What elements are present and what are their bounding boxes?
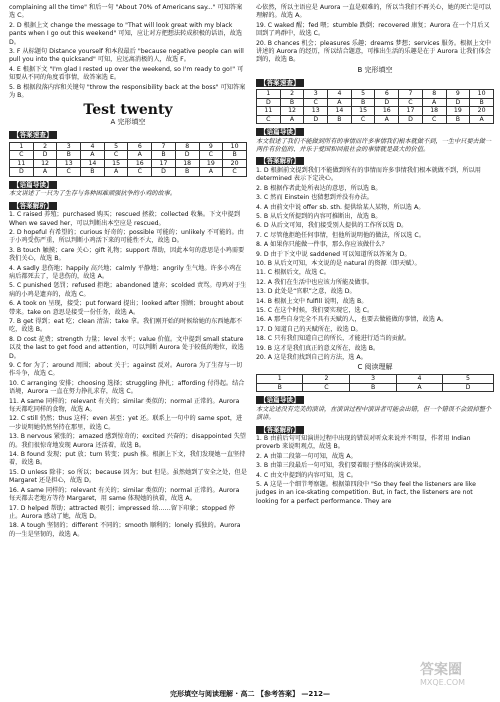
- analysis-header: 【答案解析】: [9, 202, 57, 210]
- table-cell: 18: [175, 159, 199, 168]
- table-cell: B: [328, 115, 352, 124]
- list-item: 2. B 根据作者此处所表达的意思，所以选 B。: [256, 184, 382, 192]
- list-item: 20. B chances 机会；pleasures 乐趣；dreams 梦想；services 服务。根据上文中讲述的 Aurora 的经历，所以结合题意，可推出生活的乐趣是在于 Aurora 让我们体会到的，故选 B。: [256, 39, 491, 64]
- list-item: 17. D 知道自己的天赋所在，故选 D。: [256, 325, 362, 333]
- table-cell: C: [57, 168, 81, 177]
- list-item: 8. D cost 花费；strength 力量；level 水平；value 价值。文中提到 small stature 以及 the last to get food and attention，可以判断 Aurora 处于较低的地位，故选 D。: [9, 335, 244, 360]
- list-item: 11. C 根据后文，故选 C。: [256, 269, 330, 277]
- table-cell: C: [399, 98, 423, 107]
- table-cell: 2: [280, 90, 304, 99]
- table-cell: D: [443, 383, 494, 392]
- list-item: 18. C 只有我们知道自己的所长，才能进行适当的贡献。: [256, 335, 411, 343]
- list-item: 1. B 由前后句可知演讲过程中出现的错误对听众来说并不明显，作者用 Indian proverb 来说明观点，故选 B。: [256, 435, 471, 451]
- page-footer: 完形填空与阅读理解 · 高二 【参考答案】 —212—: [169, 690, 331, 698]
- table-cell: 2: [303, 375, 350, 384]
- table-cell: 17: [399, 107, 423, 116]
- para: 2. D 根据上文 change the message to "That will look great with my black pants when I go out this weekend" 可知，应让对方把想法转成积极的话语，故选 D。: [9, 21, 243, 46]
- list-item: 2. A 由第二段第一句可知，故选 A。: [256, 452, 357, 460]
- table-cell: B: [175, 168, 199, 177]
- table-cell: A: [199, 168, 223, 177]
- analysis-list: [9, 211, 247, 539]
- table-cell: 4: [396, 375, 442, 384]
- para: complaining all the time" 和后一句 "About 70% of Americans say..." 可知答案选 C。: [9, 4, 243, 20]
- table-cell: D: [446, 98, 470, 107]
- table-cell: A: [280, 115, 304, 124]
- list-item: 16. A 那些自身完全不具有天赋的人，也要去做能做的事情，故选 A。: [256, 316, 448, 324]
- list-item: 4. A 由前文中说 offer sb. sth. 提供给某人某物，所以选 A。: [256, 203, 425, 211]
- analysis-header: 【答案解析】: [256, 426, 304, 434]
- table-cell: D: [399, 115, 423, 124]
- watermark-logo: [420, 662, 494, 692]
- list-item: 15. D unless 除非；so 所以；because 因为；but 但是。虽然她到了安全之处，但是 Margaret 还是担心，故选 D。: [9, 468, 247, 485]
- list-item: 8. A 如果你只能做一件事，那么你应该做什么？: [256, 241, 388, 249]
- table-cell: 5: [104, 142, 128, 151]
- table-cell: 12: [280, 107, 304, 116]
- table-cell: D: [33, 151, 57, 160]
- para: 3. F 从标题句 Distance yourself 和本段最后 "because negative people can will pull you into the quicksand" 可知，应远离消极的人，故选 F。: [9, 48, 244, 64]
- right-column: [256, 4, 494, 507]
- table-cell: 11: [257, 107, 281, 116]
- list-item: 2. D hopeful 有希望的；curious 好奇的；possible 可能的；unlikely 不可能的。由于小鸡受伤严重，所以判断小鸡活下来的可能性不大，故选 D。: [9, 228, 244, 245]
- table-cell: 1: [257, 90, 281, 99]
- table-cell: 4: [81, 142, 105, 151]
- table-cell: 16: [375, 107, 399, 116]
- list-item: 9. C for 为了；around 周围；about 关于；against 反对。Aurora 为了生存与一切作斗争，故选 C。: [9, 362, 243, 378]
- list-item: 7. C 尽管他拒绝任何事情，但他所说明他的做法，所以选 C。: [256, 231, 425, 239]
- section-title: A 完形填空: [110, 118, 146, 127]
- list-item: 16. A same 同样的；relevant 有关的；similar 类似的；normal 正常的。Aurora 每天都去老地方等待 Margaret，用 same 体现她的执着，故选 A。: [9, 486, 240, 503]
- table-cell: C: [304, 98, 328, 107]
- table-cell: 6: [128, 142, 152, 151]
- list-item: 11. A same 同样的；relevant 有关的；similar 类似的；normal 正常的。Aurora 每天都吃同样的食物，故选 A。: [9, 397, 240, 414]
- list-item: 10. B 从后文可知，本文说的是 natural 的资源（即天赋）。: [256, 259, 421, 267]
- list-item: 13. D 此处是“官职”之意，故选 D。: [256, 288, 356, 296]
- table-cell: 1: [10, 142, 34, 151]
- table-cell: 10: [223, 142, 247, 151]
- table-cell: C: [128, 168, 152, 177]
- table-cell: C: [223, 168, 247, 177]
- table-row: [10, 168, 247, 177]
- para: 4. E 根据下文 "I'm glad I rested up over the weekend, so I'm ready to go!" 可知要从不同的角度看事情，故答案选 E。: [9, 65, 244, 82]
- table-row: [10, 142, 247, 151]
- table-cell: C: [351, 115, 375, 124]
- list-item: 17. D helped 帮助；attracted 吸引；impressed 给……留下印象；stopped 停止。Aurora 感动了她，故选 D。: [9, 504, 235, 520]
- table-cell: 20: [223, 159, 247, 168]
- table-row: [257, 90, 494, 99]
- table-cell: 7: [399, 90, 423, 99]
- table-cell: A: [422, 98, 446, 107]
- list-item: 6. A took on 呈现，接受；put forward 提出；looked after 照顾；brought about 带来。take on 意思是接受一份任务，故选 A。: [9, 300, 244, 316]
- left-column: [9, 4, 247, 540]
- analysis-list: [256, 167, 494, 363]
- test-title: Test twenty: [83, 102, 173, 119]
- table-row: [257, 383, 494, 392]
- table-cell: 5: [351, 90, 375, 99]
- list-item: 5. A 这是一个细节考察题。根据第四段中 "So they feel the listeners are like judges in an ice-skating competition. But, in fact, the listeners are not looking for a perfect performance. They are: [256, 481, 476, 505]
- table-cell: B: [257, 383, 303, 392]
- table-cell: 8: [175, 142, 199, 151]
- list-item: 4. A sadly 悲伤地；happily 高兴地；calmly 平静地；angrily 生气地。许多小鸡在病后都死去了，是悲伤的，故选 A。: [9, 264, 242, 280]
- list-item: 4. C 由文中提到的内容可知，选 C。: [256, 471, 357, 479]
- table-cell: 14: [328, 107, 352, 116]
- table-cell: 1: [257, 375, 303, 384]
- para: 5. B 根据段落内容和关键句 "throw the responsibility back at the boss" 可知答案为 B。: [9, 83, 246, 100]
- list-item: 心依然，所以主语应是 Aurora 一直是艰难的，所以当我们不再关心，她的死亡是可以理解的。故选 A。: [256, 4, 491, 20]
- table-cell: 7: [152, 142, 176, 151]
- table-cell: A: [33, 168, 57, 177]
- table-cell: C: [257, 115, 281, 124]
- table-cell: B: [350, 383, 396, 392]
- table-cell: B: [81, 168, 105, 177]
- answers-header: 【答案速查】: [9, 131, 57, 139]
- table-cell: A: [81, 151, 105, 160]
- table-cell: 16: [128, 159, 152, 168]
- list-item: 10. C arranging 安排；choosing 选择；struggling 挣扎；affording 付得起。结合语境，Aurora 一直在努力挣扎求存，故选 C。: [9, 379, 245, 396]
- list-item: 9. D 由于下文中说 saddened 可以知道所以答案为 D。: [256, 250, 411, 258]
- table-cell: B: [446, 115, 470, 124]
- table-cell: 5: [443, 375, 494, 384]
- table-cell: A: [128, 151, 152, 160]
- table-row: [10, 151, 247, 160]
- list-item: 13. B nervous 紧张的；amazed 感到惊奇的；excited 兴奋的；disappointed 失望的。我们很惊奇地发现 Aurora 还活着，故选 B。: [9, 433, 246, 449]
- table-cell: B: [57, 151, 81, 160]
- table-row: [257, 115, 494, 124]
- list-item: 1. D 根据前文提到我们不能做到所有的事情而许多事情我们根本就做不到，所以用 determined 表示下定决心。: [256, 166, 481, 183]
- table-cell: 20: [470, 107, 494, 116]
- guide-header: 【语篇导读】: [256, 128, 304, 136]
- table-cell: D: [304, 115, 328, 124]
- table-cell: 9: [446, 90, 470, 99]
- section-title: C 阅读理解: [357, 363, 393, 372]
- table-row: [10, 159, 247, 168]
- guide-header: 【语篇导读】: [9, 181, 57, 189]
- table-cell: 12: [33, 159, 57, 168]
- answer-table-a: [9, 142, 247, 177]
- analysis-list: [256, 4, 494, 65]
- list-item: 5. C punished 惩罚；refused 拒绝；abandoned 遗弃；scolded 责骂。母鸡对于生病的小鸡是遗弃的，故选 C。: [9, 282, 247, 298]
- table-row: [257, 375, 494, 384]
- table-cell: C: [199, 151, 223, 160]
- list-item: 1. C raised 养殖；purchased 购买；rescued 拯救；collected 收集。下文中提到 When we saved her，可以判断出本空应是 rescued。: [9, 211, 241, 227]
- list-item: 12. C still 仍然；thus 这样；even 甚至；yet 还。联系上一句中的 same spot，进一步说明她仍然坚持在那里，故选 C。: [9, 415, 243, 431]
- watermark-text: 答案圈: [420, 662, 462, 678]
- table-cell: D: [257, 98, 281, 107]
- list-item: 7. B get 得到；eat 吃；clean 清洁；take 拿。我们刚开始的时候给她的东西她都不吃，故选 B。: [9, 317, 243, 334]
- list-item: 15. C 在这个时候，我们要实现它，选 C。: [256, 306, 374, 314]
- table-cell: 14: [81, 159, 105, 168]
- list-item: 6. D 从后文可知，我们接受别人提供的工作所以选 D。: [256, 222, 408, 230]
- list-item: 14. B found 发现；put 放；turn 转变；push 推。根据上下文，我们发现她一直坚持着，故选 B。: [9, 451, 246, 467]
- table-cell: 17: [152, 159, 176, 168]
- table-cell: D: [375, 98, 399, 107]
- table-cell: C: [303, 383, 350, 392]
- table-cell: D: [10, 168, 34, 177]
- table-cell: A: [328, 98, 352, 107]
- analysis-list: [256, 435, 494, 506]
- list-item: 19. B 这才是我们真正的意义所在，故选 B。: [256, 344, 380, 352]
- table-cell: 11: [10, 159, 34, 168]
- table-cell: 4: [328, 90, 352, 99]
- table-cell: A: [104, 168, 128, 177]
- section-title: B 完形填空: [357, 65, 393, 74]
- guide-text: 本文讲述了一只为了生存与各种困难顽强抗争的小鸡的故事。: [9, 190, 177, 198]
- list-item: 19. C waked 醒；fed 喂；stumble 跌倒；recovered 康复；Aurora 在一个月后又回到了鸡群中，故选 C。: [256, 21, 490, 38]
- answers-header: 【答案速查】: [256, 79, 304, 87]
- table-cell: B: [280, 98, 304, 107]
- table-cell: 9: [199, 142, 223, 151]
- table-cell: 15: [104, 159, 128, 168]
- table-cell: D: [152, 168, 176, 177]
- table-cell: 10: [470, 90, 494, 99]
- table-cell: 15: [351, 107, 375, 116]
- table-cell: 19: [199, 159, 223, 168]
- list-item: 5. B 从后文所提到的内容可推断出，故选 B。: [256, 212, 382, 220]
- guide-text: 本文论述没有完美的演讲，在演讲过程中演讲者可能会出错，但一个错误不会毁掉整个演讲。: [256, 405, 492, 422]
- list-item: 20. A 这是我们找到自己的方法，选 A。: [256, 354, 367, 361]
- analysis-header: 【答案解析】: [256, 157, 304, 165]
- table-cell: 19: [446, 107, 470, 116]
- list-item: 3. B touch 触摸；care 关心；gift 礼物；support 帮助，因此本句的意思是小鸡需要我们关心，故选 B。: [9, 246, 245, 263]
- list-item: 3. C 然而 Einstein 也猜想到并没有办法。: [256, 194, 373, 202]
- table-cell: A: [470, 115, 494, 124]
- table-cell: B: [470, 98, 494, 107]
- table-cell: 13: [304, 107, 328, 116]
- table-cell: D: [175, 151, 199, 160]
- table-cell: 3: [57, 142, 81, 151]
- table-cell: C: [10, 151, 34, 160]
- list-item: 3. B 由第三段最后一句可知，我们要着眼于整体的演讲效果。: [256, 462, 425, 470]
- table-cell: 8: [422, 90, 446, 99]
- answer-table-c: [256, 374, 494, 392]
- guide-header: 【语篇导读】: [256, 396, 304, 404]
- table-cell: A: [396, 383, 442, 392]
- table-cell: A: [375, 115, 399, 124]
- table-cell: 6: [375, 90, 399, 99]
- table-cell: 3: [350, 375, 396, 384]
- table-cell: 3: [304, 90, 328, 99]
- table-cell: C: [104, 151, 128, 160]
- table-cell: 13: [57, 159, 81, 168]
- table-cell: B: [223, 151, 247, 160]
- guide-text: 本文叙述了我们不能做到所有的事情而许多事情我们根本就做不到，一生中只要去做一两件有价值的、并乐于爱国和回报社会的事情就是最大的价值。: [256, 137, 492, 154]
- table-row: [257, 98, 494, 107]
- table-cell: B: [152, 151, 176, 160]
- list-item: 18. A tough 坚韧的；different 不同的；smooth 顺利的；lonely 孤独的。Aurora 的一生是坚韧的，故选 A。: [9, 522, 241, 538]
- table-cell: C: [422, 115, 446, 124]
- table-cell: B: [351, 98, 375, 107]
- table-cell: 2: [33, 142, 57, 151]
- list-item: 14. B 根据上文中 fulfill 说明，故选 B。: [256, 297, 368, 305]
- list-item: 12. A 我们在生活中也应该力所能及做事。: [256, 278, 374, 286]
- watermark-url: MXQE.COM: [420, 678, 466, 687]
- table-cell: 18: [422, 107, 446, 116]
- answer-table-b: [256, 89, 494, 124]
- table-row: [257, 107, 494, 116]
